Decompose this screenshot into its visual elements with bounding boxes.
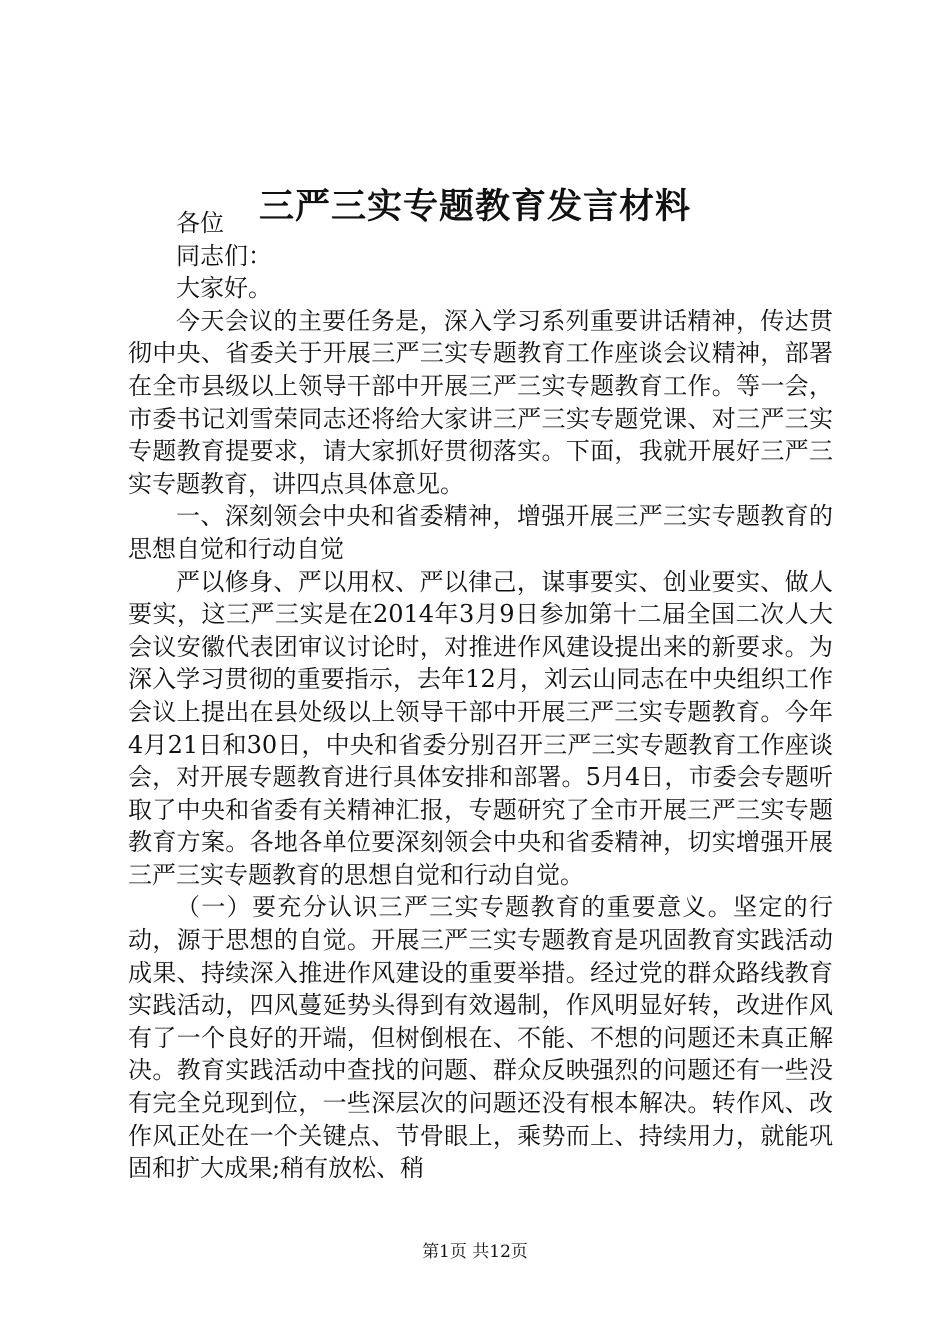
salutation-line: 各位: [176, 209, 224, 237]
document-title: 三严三实专题教育发言材料: [258, 186, 691, 227]
section-heading: 一、深刻领会中央和省委精神，增强开展三严三实专题教育的思想自觉和行动自觉: [128, 502, 833, 563]
body-paragraph: 今天会议的主要任务是，深入学习系列重要讲话精神，传达贯彻中央、省委关于开展三严三实专题教育工作座谈会议精神，部署在全市县级以上领导干部中开展三严三实专题教育工作。等一会，市委书记刘雪荣同志还将给大家讲三严三实专题党课、对三严三实专题教育提要求，请大家抓好贯彻落实。下面，我就开展好三严三实专题教育，讲四点具体意见。: [128, 306, 833, 498]
page-number-footer: 第1页 共12页: [422, 1242, 528, 1262]
body-paragraph: 严以修身、严以用权、严以律己，谋事要实、创业要实、做人要实，这三严三实是在2014年3月9日参加第十二届全国二次人大会议安徽代表团审议讨论时，对推进作风建设提出来的新要求。为深入学习贯彻的重要指示，去年12月，刘云山同志在中央组织工作会议上提出在县处级以上领导干部中开展三严三实专题教育。今年4月21日和30日，中央和省委分别召开三严三实专题教育工作座谈会，对开展专题教育进行具体安排和部署。5月4日，市委会专题听取了中央和省委有关精神汇报，专题研究了全市开展三严三实专题教育方案。各地各单位要深刻领会中央和省委精神，切实增强开展三严三实专题教育的思想自觉和行动自觉。: [128, 567, 833, 889]
salutation-line: 大家好。: [176, 274, 272, 303]
document-body: [128, 207, 833, 1185]
salutation-line: 同志们：: [176, 241, 272, 270]
body-paragraph: （一）要充分认识三严三实专题教育的重要意义。坚定的行动，源于思想的自觉。开展三严三实专题教育是巩固教育实践活动成果、持续深入推进作风建设的重要举措。经过党的群众路线教育实践活动，四风蔓延势头得到有效遏制，作风明显好转，改进作风有了一个良好的开端，但树倒根在、不能、不想的问题还未真正解决。教育实践活动中查找的问题、群众反映强烈的问题还有一些没有完全兑现到位，一些深层次的问题还没有根本解决。转作风、改作风正处在一个关键点、节骨眼上，乘势而上、持续用力，就能巩固和扩大成果;稍有放松、稍: [128, 893, 833, 1183]
